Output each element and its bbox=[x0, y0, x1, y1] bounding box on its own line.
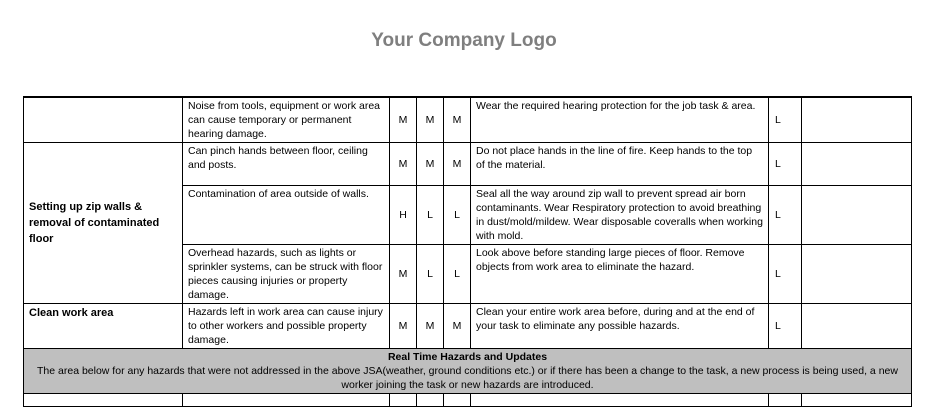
blank-cell[interactable] bbox=[417, 394, 444, 407]
control-cell: Look above before standing large pieces of floor. Remove objects from work area to eliminate the hazard. bbox=[471, 245, 769, 304]
rating-cell: M bbox=[417, 97, 444, 143]
blank-cell bbox=[802, 186, 912, 245]
blank-cell[interactable] bbox=[769, 394, 802, 407]
realtime-hazards-description: The area below for any hazards that were not addressed in the above JSA(weather, ground conditions etc.) or if there has been a change to the task, a new process is being used, a new worker joining the task or new hazards are introduced. bbox=[37, 365, 898, 391]
realtime-hazards-cell bbox=[24, 349, 912, 394]
rating-cell: M bbox=[390, 245, 417, 304]
rating-cell: M bbox=[390, 143, 417, 186]
rating-cell: M bbox=[444, 304, 471, 349]
table-row bbox=[24, 394, 912, 407]
task-cell bbox=[24, 97, 183, 143]
blank-cell bbox=[802, 143, 912, 186]
rating-cell: L bbox=[417, 245, 444, 304]
hazard-cell: Hazards left in work area can cause injury to other workers and possible property damage. bbox=[183, 304, 390, 349]
rating-cell: L bbox=[444, 245, 471, 304]
blank-cell bbox=[802, 97, 912, 143]
rating-cell: M bbox=[417, 143, 444, 186]
rating-cell: M bbox=[444, 97, 471, 143]
blank-cell bbox=[802, 304, 912, 349]
residual-rating-cell: L bbox=[769, 143, 802, 186]
hazard-cell: Noise from tools, equipment or work area can cause temporary or permanent hearing damage. bbox=[183, 97, 390, 143]
residual-rating-cell: L bbox=[769, 97, 802, 143]
rating-cell: M bbox=[390, 304, 417, 349]
realtime-hazards-title: Real Time Hazards and Updates bbox=[387, 351, 548, 363]
realtime-hazards-row bbox=[24, 349, 912, 394]
table-row bbox=[24, 143, 912, 186]
table-row bbox=[24, 97, 912, 143]
hazard-cell: Can pinch hands between floor, ceiling and posts. bbox=[183, 143, 390, 186]
blank-cell bbox=[802, 245, 912, 304]
control-cell: Clean your entire work area before, during and at the end of your task to eliminate any possible hazards. bbox=[471, 304, 769, 349]
control-cell: Wear the required hearing protection for the job task & area. bbox=[471, 97, 769, 143]
control-cell: Do not place hands in the line of fire. Keep hands to the top of the material. bbox=[471, 143, 769, 186]
blank-cell[interactable] bbox=[802, 394, 912, 407]
task-cell: Setting up zip walls & removal of contaminated floor bbox=[24, 143, 183, 304]
blank-cell[interactable] bbox=[390, 394, 417, 407]
rating-cell: H bbox=[390, 186, 417, 245]
residual-rating-cell: L bbox=[769, 304, 802, 349]
residual-rating-cell: L bbox=[769, 245, 802, 304]
rating-cell: L bbox=[444, 186, 471, 245]
rating-cell: M bbox=[390, 97, 417, 143]
rating-cell: M bbox=[444, 143, 471, 186]
rating-cell: M bbox=[417, 304, 444, 349]
task-cell: Clean work area bbox=[24, 304, 183, 349]
blank-cell[interactable] bbox=[471, 394, 769, 407]
control-cell: Seal all the way around zip wall to prevent spread air born contaminants. Wear Respiratory protection to avoid breathing in dust/mold/mildew. Wear disposable coveralls when working with mold. bbox=[471, 186, 769, 245]
hazard-cell: Overhead hazards, such as lights or sprinkler systems, can be struck with floor pieces causing injuries or property damage. bbox=[183, 245, 390, 304]
residual-rating-cell: L bbox=[769, 186, 802, 245]
hazard-cell: Contamination of area outside of walls. bbox=[183, 186, 390, 245]
rating-cell: L bbox=[417, 186, 444, 245]
table-row bbox=[24, 304, 912, 349]
blank-cell[interactable] bbox=[444, 394, 471, 407]
blank-cell[interactable] bbox=[24, 394, 183, 407]
blank-cell[interactable] bbox=[183, 394, 390, 407]
company-logo-text: Your Company Logo bbox=[371, 30, 557, 51]
jsa-table bbox=[23, 96, 912, 407]
